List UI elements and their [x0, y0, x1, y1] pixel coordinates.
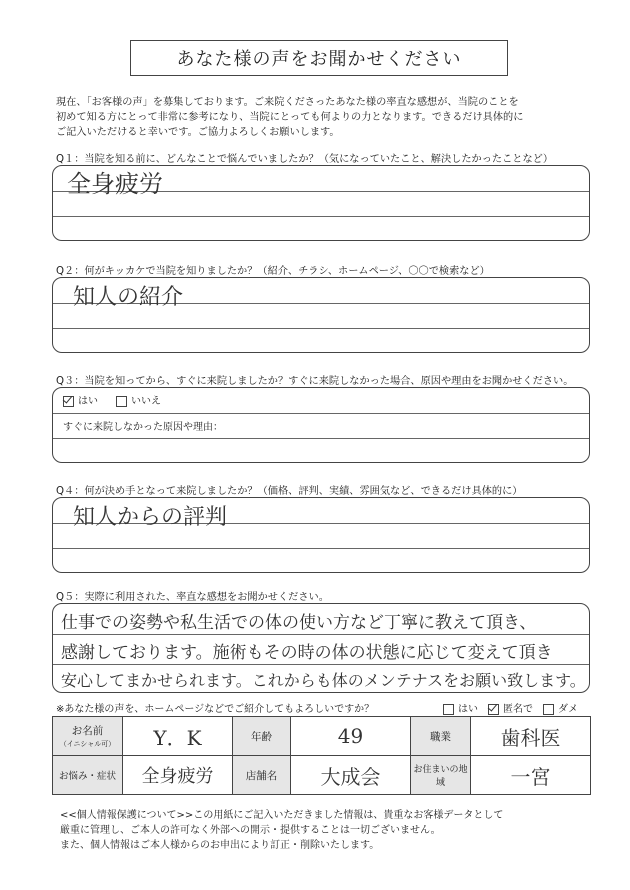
q4-label: Q４：何が決め手となって来院しましたか？（価格、評判、実績、雰囲気など、できるだけ具体的に）	[56, 486, 523, 497]
store-value[interactable]: 大成会	[291, 756, 411, 795]
publish-anon-option[interactable]: 匿名で	[488, 700, 533, 715]
ruled-line	[53, 328, 589, 329]
publish-question: ※あなた様の声を、ホームページなどでご紹介してもよろしいですか？	[56, 704, 375, 715]
publish-options	[443, 700, 578, 715]
q2-answer-box[interactable]	[52, 277, 590, 353]
name-label: お名前 （イニシャル可）	[53, 717, 123, 756]
publish-no-option[interactable]: ダメ	[543, 700, 578, 715]
age-value[interactable]: 49	[291, 717, 411, 756]
worry-value[interactable]: 全身疲労	[123, 756, 233, 795]
q1-answer-box[interactable]	[52, 165, 590, 241]
q3-options	[63, 392, 161, 407]
checkbox-icon[interactable]	[443, 704, 454, 715]
table-row	[53, 717, 591, 756]
checkbox-checked-icon[interactable]	[488, 704, 499, 715]
q5-label: Q５：実際に利用された、率直な感想をお聞かせください。	[56, 592, 329, 603]
job-value[interactable]: 歯科医	[471, 717, 591, 756]
q4-answer-text: 知人からの評判	[73, 505, 228, 530]
q5-answer-line: 感謝しております。施術もその時の体の状態に応じて変えて頂き	[61, 643, 553, 663]
checkbox-icon[interactable]	[543, 704, 554, 715]
privacy-line: 厳重に管理し、ご本人の許可なく外部への開示・提供することは一切ございません。	[60, 825, 441, 836]
q3-yes-option[interactable]: はい	[63, 392, 98, 407]
page-title: あなた様の声をお聞かせください	[130, 40, 508, 76]
ruled-line	[53, 413, 589, 414]
ruled-line	[53, 634, 589, 635]
q4-answer-box[interactable]	[52, 497, 590, 573]
q1-answer-text: 全身疲労	[67, 170, 163, 198]
checkbox-icon[interactable]	[116, 396, 127, 407]
age-label: 年齢	[233, 717, 291, 756]
table-row	[53, 756, 591, 795]
q2-answer-text: 知人の紹介	[73, 285, 184, 310]
q2-label: Q２：何がキッカケで当院を知りましたか？（紹介、チラシ、ホームページ、〇〇で検索など）	[56, 266, 490, 277]
intro-line: 現在、「お客様の声」を募集しております。ご来院くださったあなた様の率直な感想が、当院のことを	[56, 97, 519, 108]
q3-answer-box[interactable]	[52, 387, 590, 463]
job-label: 職業	[411, 717, 471, 756]
checkbox-checked-icon[interactable]	[63, 396, 74, 407]
q5-answer-box[interactable]	[52, 603, 590, 693]
q5-answer-line: 仕事での姿勢や私生活での体の使い方など丁寧に教えて頂き、	[61, 613, 537, 633]
q1-label: Q１：当院を知る前に、どんなことで悩んでいましたか？（気になっていたこと、解決したかったことなど）	[56, 154, 554, 165]
ruled-line	[53, 664, 589, 665]
publish-yes-option[interactable]: はい	[443, 700, 478, 715]
ruled-line	[53, 548, 589, 549]
worry-label: お悩み・症状	[53, 756, 123, 795]
privacy-line: また、個人情報はご本人様からのお申出により訂正・削除いたします。	[60, 840, 380, 851]
publish-permission	[56, 700, 586, 715]
personal-info-table	[52, 716, 591, 795]
area-value[interactable]: 一宮	[471, 756, 591, 795]
area-label: お住まいの地域	[411, 756, 471, 795]
intro-line: ご記入いただけると幸いです。ご協力よろしくお願いします。	[56, 127, 340, 138]
ruled-line	[53, 438, 589, 439]
q3-reason-label: すぐに来院しなかった原因や理由：	[63, 422, 223, 433]
intro-text	[56, 95, 586, 140]
privacy-line: <<個人情報保護について>>この用紙にご記入いただきました情報は、貴重なお客様データとして	[60, 810, 504, 821]
privacy-notice	[60, 808, 590, 853]
q3-no-option[interactable]: いいえ	[116, 392, 161, 407]
store-label: 店舗名	[233, 756, 291, 795]
intro-line: 初めて知る方にとって非常に参考になり、当院にとっても何よりの力となります。できるだけ具体的に	[56, 112, 524, 123]
q3-label: Q３：当院を知ってから、すぐに来院しましたか？すぐに来院しなかった場合、原因や理由をお聞かせください。	[56, 376, 574, 387]
q5-answer-line: 安心してまかせられます。これからも体のメンテナスをお願い致します。	[61, 671, 586, 690]
name-value[interactable]: Y．K	[123, 717, 233, 756]
ruled-line	[53, 216, 589, 217]
